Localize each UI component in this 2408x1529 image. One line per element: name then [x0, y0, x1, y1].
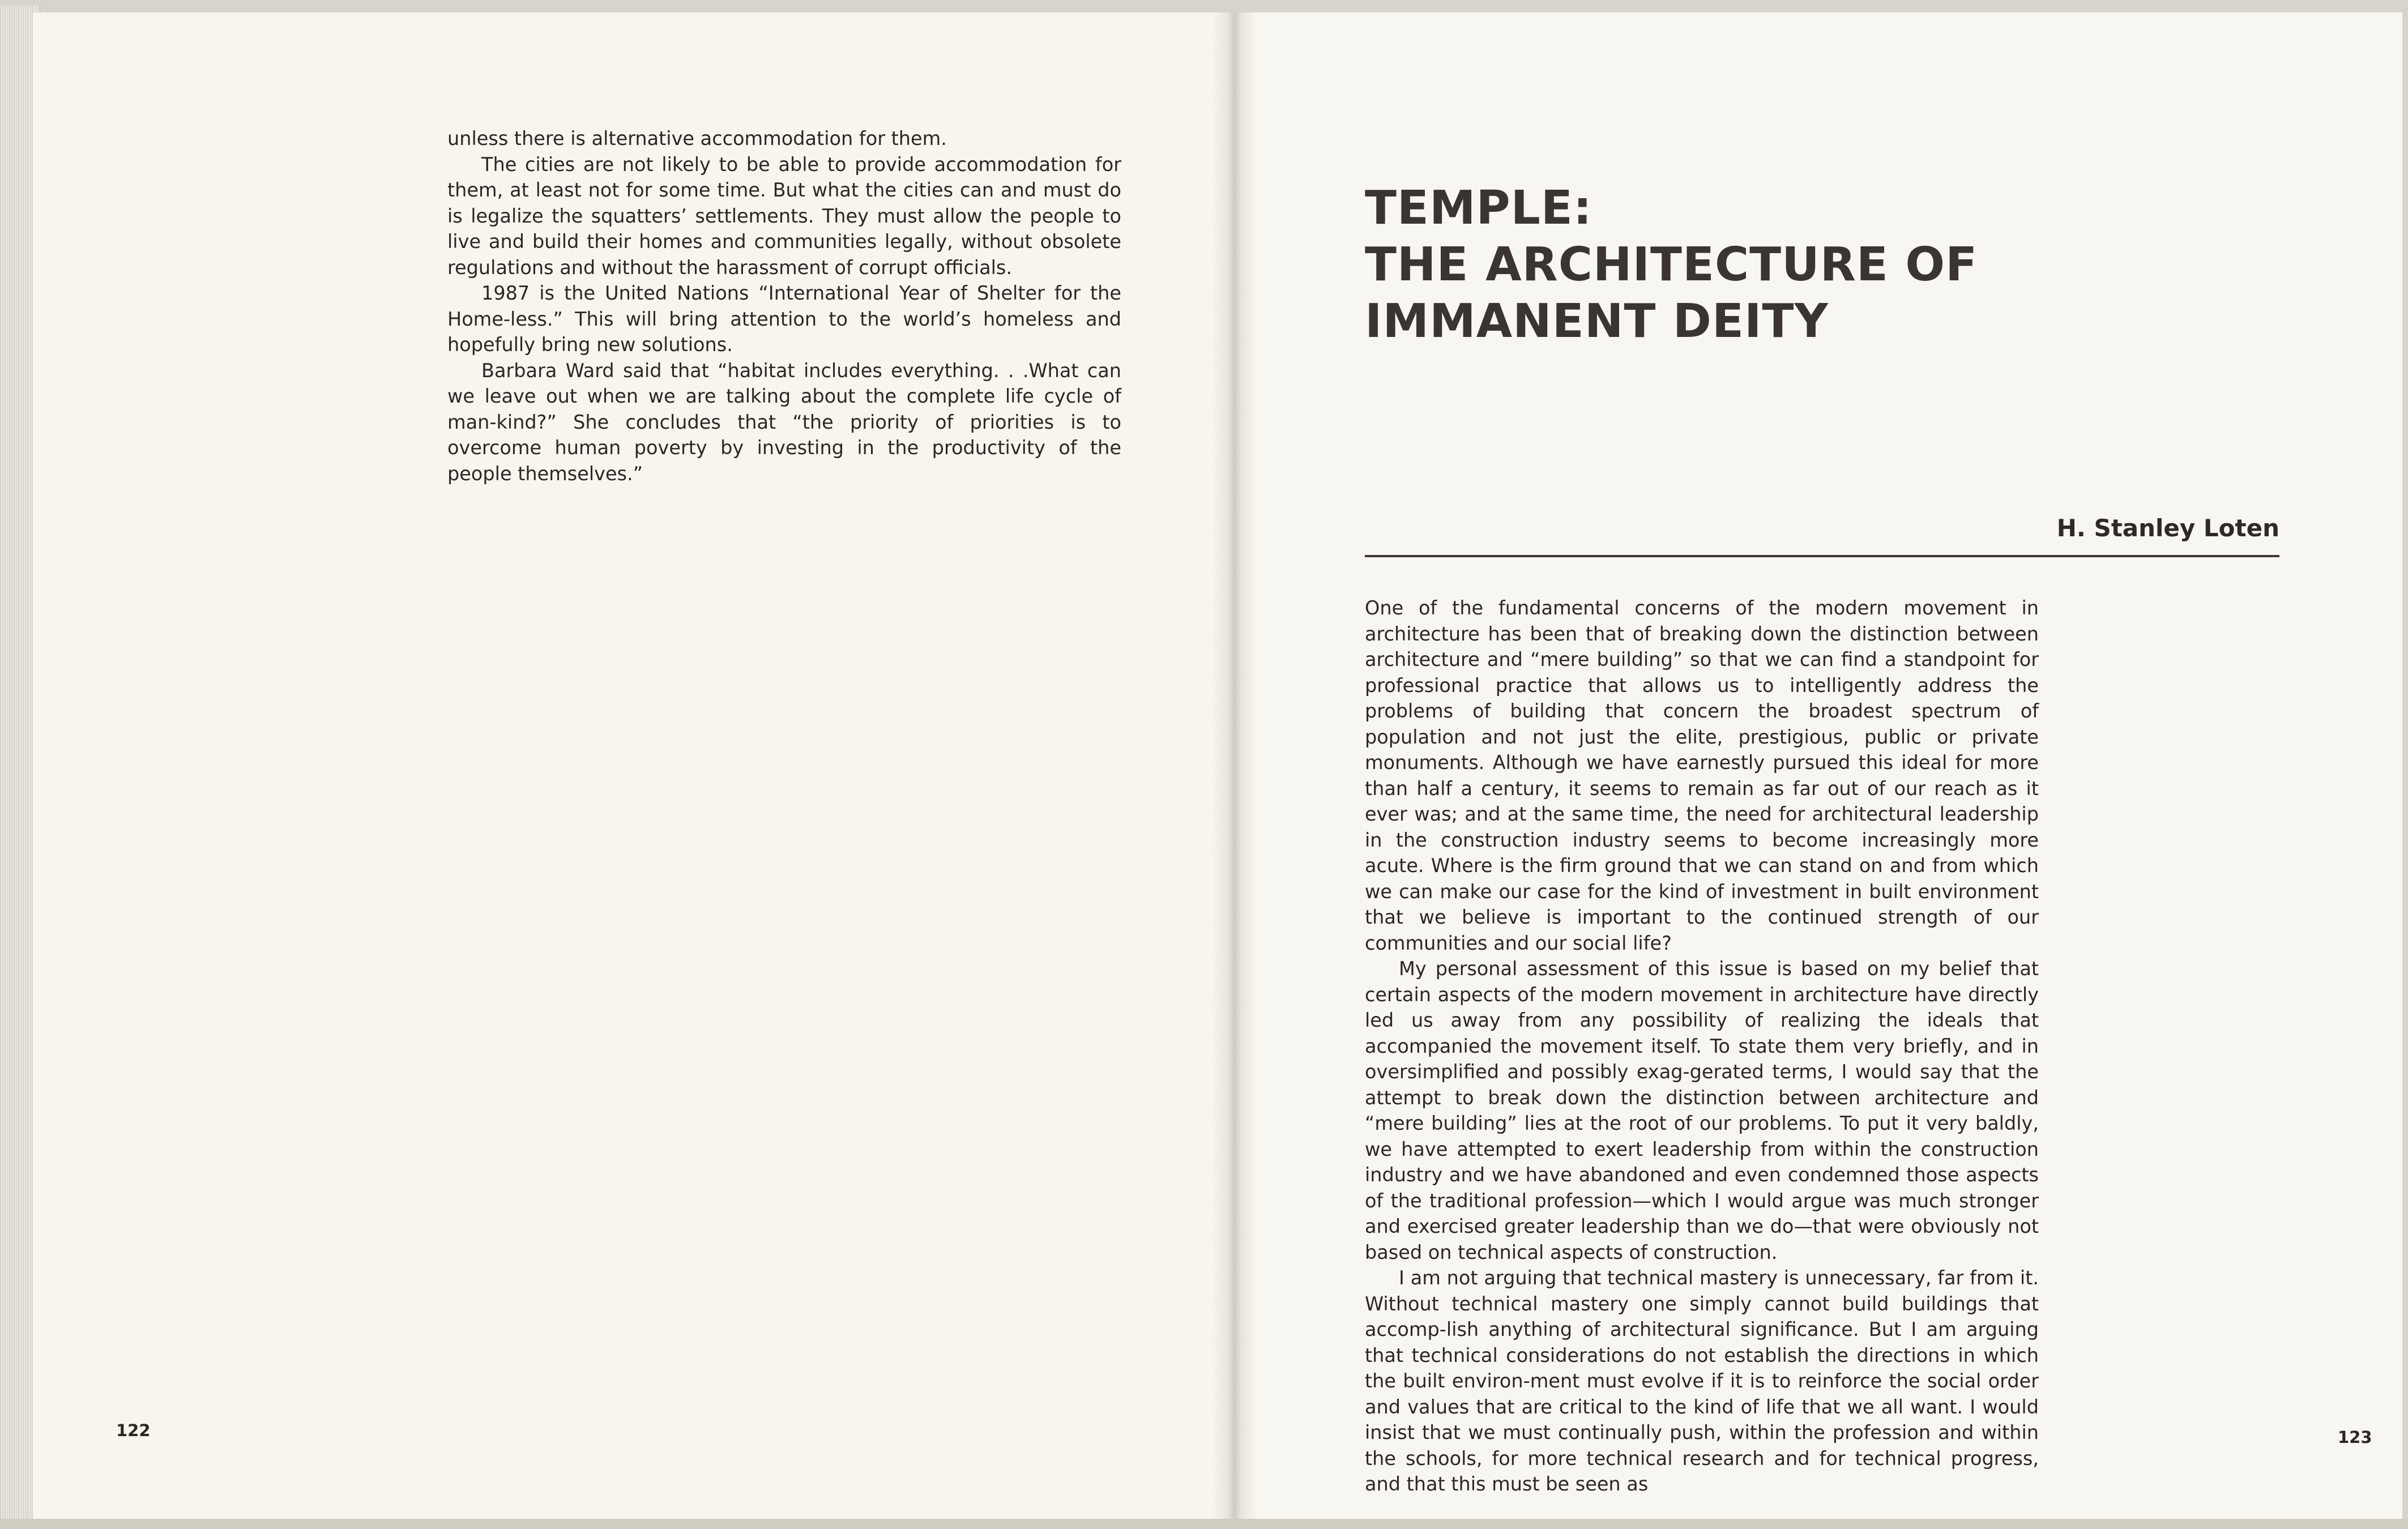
paragraph: The cities are not likely to be able to provide accommodation for them, at least not for some time. But what the cities can and must do is legalize the squatters’ settlements. They must allow the people to live and build their homes and communities legally, without obsolete regulations and without the harassment of corrupt officials. — [447, 153, 1121, 279]
paragraph: One of the fundamental concerns of the modern movement in architecture has been that of breaking down the distinction between architecture and “mere building” so that we can find a standpoint for professional practice that allows us to intelligently address the problems of building that concern the broadest spectrum of population and not just the elite, prestigious, public or private monuments. Although we have earnestly pursued this ideal for more than half a century, it seems to remain as far out of our reach as it ever was; and at the same time, the need for architectural leadership in the construction industry seems to become increasingly more acute. Where is the firm ground that we can stand on and from which we can make our case for the kind of investment in built environment that we believe is important to the continued strength of our communities and our social life? — [1365, 597, 2039, 954]
title-line: THE ARCHITECTURE OF — [1365, 238, 1978, 292]
title-line: IMMANENT DEITY — [1365, 294, 1829, 348]
book-gutter — [1212, 12, 1257, 1519]
paragraph: unless there is alternative accommodation for them. — [447, 127, 947, 150]
right-text-column — [1365, 595, 2039, 1497]
paragraph: Barbara Ward said that “habitat includes everything. . .What can we leave out when we are talking about the complete life cycle of man-kind?” She concludes that “the priority of priorities is to overcome human poverty by investing in the productivity of the people themselves.” — [447, 359, 1121, 485]
bottom-edge — [0, 1519, 2408, 1529]
paragraph: I am not arguing that technical mastery is unnecessary, far from it. Without technical mastery one simply cannot build buildings that accomp-lish anything of architectural significance. But I am arguing that technical considerations do not establish the directions in which the built environ-ment must evolve if it is to reinforce the social order and values that are critical to the kind of life that we all want. I would insist that we must continually push, within the profession and within the schools, for more technical research and for technical progress, and that this must be seen as — [1365, 1267, 2039, 1495]
title-rule — [1365, 555, 2279, 557]
paragraph: My personal assessment of this issue is based on my belief that certain aspects of the modern movement in architecture have directly led us away from any possibility of realizing the ideals that accompanied the movement itself. To state them very briefly, and in oversimplified and possibly exag-gerated terms, I would say that the attempt to break down the distinction between architecture and “mere building” lies at the root of our problems. To put it very baldly, we have attempted to exert leadership from within the construction industry and we have abandoned and even condemned those aspects of the traditional profession—which I would argue was much stronger and exercised greater leadership than we do—that were obviously not based on technical aspects of construction. — [1365, 958, 2039, 1263]
paragraph: 1987 is the United Nations “International Year of Shelter for the Home-less.” This will bring attention to the world’s homeless and hopefully bring new solutions. — [447, 282, 1121, 356]
page-number-left: 122 — [116, 1421, 151, 1440]
left-text-column — [447, 126, 1121, 486]
author-name: H. Stanley Loten — [2056, 514, 2279, 542]
article-title — [1365, 180, 1988, 350]
page-number-right: 123 — [2338, 1428, 2372, 1447]
title-line: TEMPLE: — [1365, 181, 1592, 235]
